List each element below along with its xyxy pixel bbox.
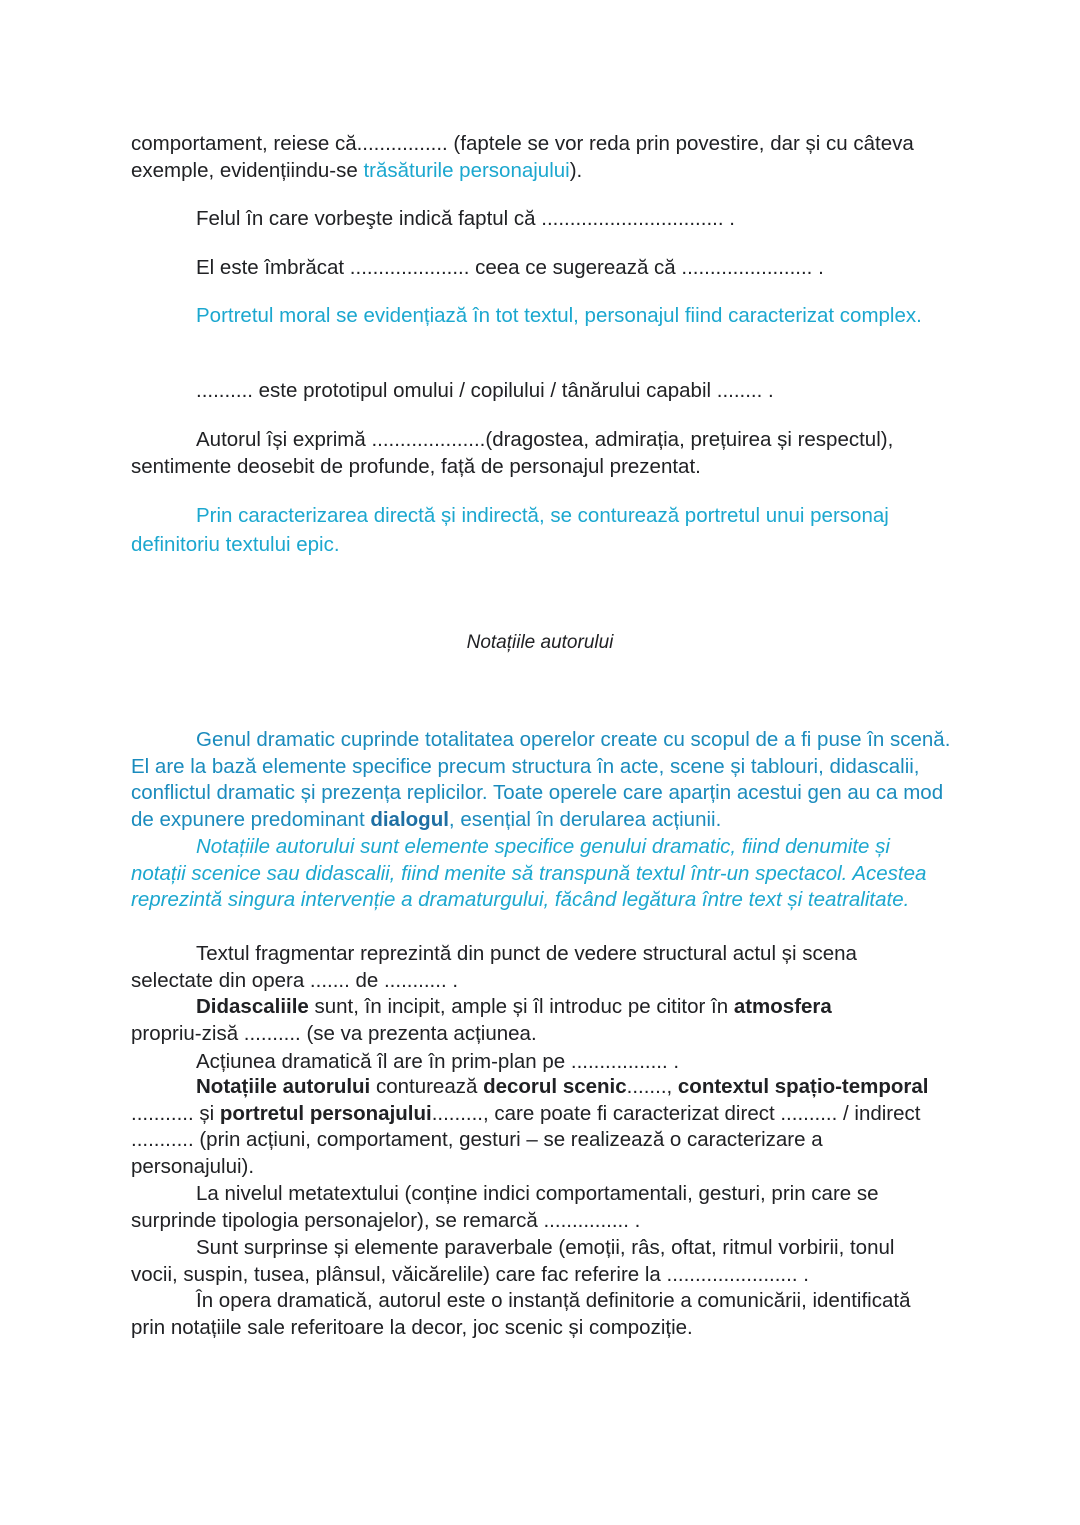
text-run: , esențial în derularea acțiunii. — [448, 808, 722, 832]
paragraph-author-instance: În opera dramatică, autorul este o instanță definitorie a comunicării, identificată prin notațiile sale referitoare la decor, joc scenic și compoziție. — [131, 1289, 911, 1339]
text-run: ........., care poate fi caracterizat direct .......... / indirect ........... (prin acțiuni, comportament, gesturi – se realizează o caracterizare a personajului). — [131, 1101, 921, 1179]
paragraph-fragment: Textul fragmentar reprezintă din punct de vedere structural actul și scena selectate din opera ....... de ........... . — [131, 942, 857, 992]
paragraph-notations-outline — [131, 1074, 941, 1181]
text-run: Genul dramatic cuprinde totalitatea operelor create cu scopul de a fi puse în scenă. El are la bază elemente specifice precum structura în acte, scene și tablouri, didascalii, conflictul dramatic și prezența replicilor. Toate operele care aparțin acestui gen au ca mod de expunere predominant — [131, 728, 951, 832]
paragraph-author-notations: Notațiile autorului sunt elemente specifice genului dramatic, fiind denumite și notații scenice sau didascalii, fiind menite să transpună textul într-un spectacol. Acestea reprezintă singura intervenție a dramaturgului, făcând legătura între text și teatralitate. — [131, 835, 927, 912]
text-run: ). — [569, 159, 583, 182]
paragraph-prototype: .......... este prototipul omului / copilului / tânărului capabil ........ . — [196, 379, 774, 402]
paragraph-characterization: Prin caracterizarea directă și indirectă, se conturează portretul unui personaj definitoriu textului epic. — [131, 504, 889, 556]
bold-didascaliile: Didascaliile — [196, 995, 309, 1018]
paragraph-author-feelings: Autorul își exprimă ....................(dragostea, admirația, prețuirea și respectul), sentimente deosebit de profunde, față de personajul prezentat. — [131, 428, 894, 478]
paragraph-clothing: El este îmbrăcat ..................... ceea ce sugerează că ....................... . — [196, 256, 824, 279]
text-run: propriu-zisă .......... (se va prezenta acțiunea. — [131, 1021, 537, 1045]
bold-portretul-personajului: portretul personajului — [219, 1101, 432, 1125]
paragraph-didascalii — [131, 994, 891, 1047]
paragraph-action: Acțiunea dramatică îl are în prim-plan pe ................. . — [196, 1050, 680, 1073]
paragraph-paraverbal: Sunt surprinse și elemente paraverbale (emoții, râs, oftat, ritmul vorbirii, tonul vocii, suspin, tusea, plânsul, văicărelile) care fac referire la ....................... . — [131, 1236, 895, 1286]
text-run: ......., — [626, 1075, 678, 1098]
paragraph-speech: Felul în care vorbeşte indică faptul că ................................ . — [196, 207, 735, 230]
paragraph-behavior — [131, 130, 961, 184]
paragraph-dramatic-genre — [131, 727, 956, 834]
bold-contextul: contextul spațio-temporal — [677, 1075, 929, 1098]
highlight-traits: trăsăturile personajului — [363, 159, 570, 182]
bold-atmosfera: atmosfera — [733, 995, 832, 1018]
bold-decorul-scenic: decorul scenic — [483, 1075, 627, 1098]
bold-dialogul: dialogul — [370, 808, 449, 832]
paragraph-metatext: La nivelul metatextului (conține indici comportamentali, gesturi, prin care se surprinde tipologia personajelor), se remarcă ............... . — [131, 1182, 879, 1232]
paragraph-moral-portrait: Portretul moral se evidențiază în tot textul, personajul fiind caracterizat complex. — [196, 304, 922, 327]
text-run: sunt, în incipit, ample și îl introduc pe cititor în — [308, 995, 734, 1018]
bold-notatiile-autorului: Notațiile autorului — [196, 1075, 371, 1098]
text-run: ........... și — [131, 1101, 220, 1125]
text-run: comportament, reiese că................ (faptele se vor reda prin povestire, dar și cu câteva exemple, evidențiindu-se — [131, 132, 914, 182]
text-run: conturează — [370, 1075, 484, 1098]
section-title: Notațiile autorului — [466, 632, 614, 653]
